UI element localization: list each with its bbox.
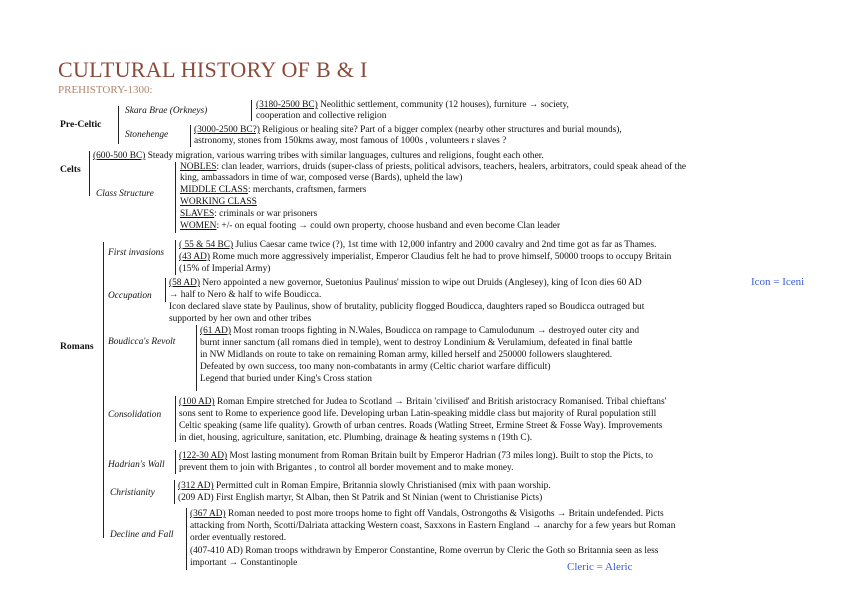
topic-christianity: Christianity <box>110 488 155 498</box>
topic-stonehenge: Stonehenge <box>125 130 169 140</box>
decline-line-2: attacking from North, Scotti/Dalriata attacking Western coast, Saxxons in Eastern England → anarchy for a few years but Roman <box>190 521 676 531</box>
topic-consolidation: Consolidation <box>108 410 162 420</box>
consolidation-line-4: in diet, housing, agriculture, sanitation, etc. Plumbing, drainage & heating systems n (19th C). <box>179 433 533 443</box>
consolidation-line-3: Celtic speaking (same life quality). Growth of urban centres. Roads (Watling Street, Ermine Street & Fosse Way). Improvements <box>179 421 663 431</box>
celts-intro: (600-500 BC) Steady migration, various warring tribes with similar languages, cultures and religions, fought each other. <box>93 151 544 161</box>
bracket-christianity <box>174 480 175 504</box>
bracket-romans <box>103 242 104 538</box>
nobles-line-2: king, ambassadors in time of war, composed verse (Bards), upheld the law) <box>180 173 463 183</box>
section-label-celts: Celts <box>60 164 81 175</box>
consolidation-line-1: (100 AD) Roman Empire stretched for Judea to Scotland → Britain 'civilised' and British aristocracy Romanised. Tribal chieftans' <box>179 397 667 407</box>
decline-line-4: (407-410 AD) Roman troops withdrawn by Emperor Constantine, Rome overrun by Cleric the Goth so Britannia seen as less <box>190 546 659 556</box>
nobles-line-1: NOBLES: clan leader, warriors, druids (super-class of priests, political advisors, teachers, healers, arbitrators, could speak ahead of the <box>180 162 687 172</box>
bracket-consolidation <box>175 396 176 442</box>
first-invasions-line-1: ( 55 & 54 BC) Julius Caesar came twice (?), 1st time with 12,000 infantry and 2000 cavalry and 2nd time got as far as Thames. <box>179 240 657 250</box>
topic-boudiccas-revolt: Boudicca's Revolt <box>108 337 176 347</box>
decline-line-3: order eventually restored. <box>190 533 287 543</box>
hadrian-line-1: (122-30 AD) Most lasting monument from Roman Britain built by Emperor Hadrian (73 miles long). Built to stop the Picts, to <box>179 451 653 461</box>
topic-skara-brae: Skara Brae (Orkneys) <box>125 106 208 116</box>
bracket-skara-brae <box>251 100 252 121</box>
annotation-icon-iceni: Icon = Iceni <box>751 276 805 288</box>
bracket-occupation <box>165 278 166 302</box>
topic-decline-and-fall: Decline and Fall <box>110 530 174 540</box>
topic-class-structure: Class Structure <box>96 189 154 199</box>
stonehenge-line-1: (3000-2500 BC?) Religious or healing site? Part of a bigger complex (nearby other structures and burial mounds), <box>194 125 622 135</box>
revolt-line-4: Defeated by own success, too many non-combatants in army (Celtic chariot warfare difficult) <box>200 362 551 372</box>
bracket-decline-and-fall <box>186 508 187 570</box>
annotation-cleric-aleric: Cleric = Aleric <box>567 561 633 573</box>
decline-line-5: important → Constantinople <box>190 558 298 568</box>
revolt-line-3: in NW Midlands on route to take on remaining Roman army, killed herself and 250000 followers slaughtered. <box>200 350 613 360</box>
bracket-boudiccas-revolt <box>196 325 197 391</box>
bracket-first-invasions <box>175 240 176 275</box>
revolt-line-2: burnt inner sanctum (all romans died in temple), went to destroy Londinium & Verulamium, defeated in final battle <box>200 338 633 348</box>
revolt-line-1: (61 AD) Most roman troops fighting in N.Wales, Boudicca on rampage to Camulodunum → destroyed outer city and <box>200 326 640 336</box>
hadrian-line-2: prevent them to join with Brigantes , to control all border movement and to make money. <box>179 463 514 473</box>
bracket-celts <box>89 151 90 196</box>
occupation-line-4: supported by her own and other tribes <box>169 314 312 324</box>
bracket-class-structure <box>175 162 176 233</box>
topic-hadrians-wall: Hadrian's Wall <box>108 460 165 470</box>
bracket-hadrians-wall <box>175 450 176 474</box>
page-subtitle: PREHISTORY-1300: <box>58 84 153 96</box>
occupation-line-2: → half to Nero & half to wife Boudicca. <box>169 290 322 300</box>
bracket-stonehenge <box>190 125 191 147</box>
page-title: CULTURAL HISTORY OF B & I <box>58 57 368 82</box>
christianity-line-2: (209 AD) First English martyr, St Alban, then St Patrik and St Ninian (went to Christianise Picts) <box>178 493 543 503</box>
section-label-romans: Romans <box>60 341 94 352</box>
stonehenge-line-2: astronomy, stones from 150kms away, most famous of 1000s , volunteers r slaves ? <box>194 136 507 146</box>
slaves-line: SLAVES: criminals or war prisoners <box>180 209 318 219</box>
consolidation-line-2: sons sent to Rome to experience good life. Developing urban Latin-speaking middle class but majority of Rural population still <box>179 409 657 419</box>
skara-brae-line-2: cooperation and collective religion <box>256 111 387 121</box>
working-class-line: WORKING CLASS <box>180 197 257 207</box>
occupation-line-3: Icon declared slave state by Paulinus, show of brutality, publicity flogged Boudicca, daughters raped so Boudicca outraged but <box>169 302 645 312</box>
bracket-pre-celtic <box>118 106 119 144</box>
occupation-line-1: (58 AD) Nero appointed a new governor, Suetonius Paulinus' mission to wipe out Druids (Anglesey), king of Icon dies 60 AD <box>169 278 642 288</box>
skara-brae-line-1: (3180-2500 BC) Neolithic settlement, community (12 houses), furniture → society, <box>256 100 569 110</box>
topic-first-invasions: First invasions <box>108 248 164 258</box>
women-line: WOMEN: +/- on equal footing → could own property, choose husband and even become Clan leader <box>180 221 561 231</box>
topic-occupation: Occupation <box>108 291 152 301</box>
decline-line-1: (367 AD) Roman needed to post more troops home to fight off Vandals, Ostrongoths & Visigoths → Britain undefended. Picts <box>190 509 664 519</box>
revolt-line-5: Legend that buried under King's Cross station <box>200 374 372 384</box>
middle-class-line: MIDDLE CLASS: merchants, craftsmen, farmers <box>180 185 367 195</box>
christianity-line-1: (312 AD) Permitted cult in Roman Empire, Britannia slowly Christianised (mix with paan worship. <box>178 481 551 491</box>
first-invasions-line-3: (15% of Imperial Army) <box>179 264 271 274</box>
section-label-pre-celtic: Pre-Celtic <box>60 119 102 130</box>
first-invasions-line-2: (43 AD) Rome much more aggressively imperialist, Emperor Claudius felt he had to prove himself, 50000 troops to occupy Britain <box>179 252 672 262</box>
